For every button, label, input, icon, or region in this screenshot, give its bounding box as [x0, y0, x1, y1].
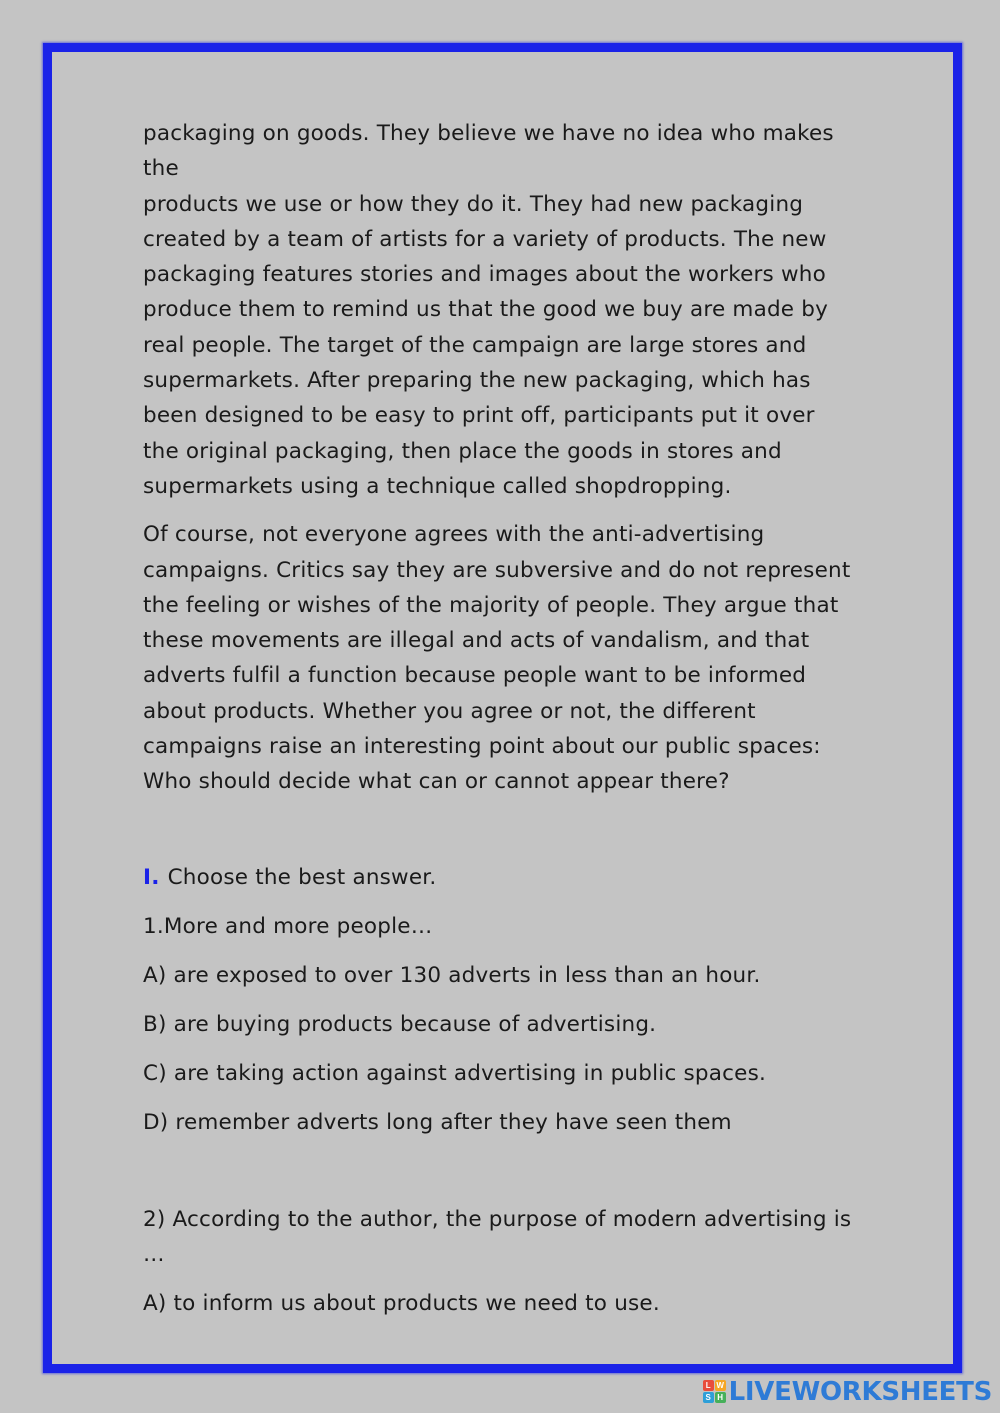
worksheet-content	[143, 116, 863, 1335]
liveworksheets-logo-icon: L W S H	[703, 1380, 727, 1404]
brand-name: LIVEWORKSHEETS	[728, 1377, 992, 1407]
reading-paragraph-1: packaging on goods. They believe we have no idea who makes the products we use or how they do it. They had new packaging created by a team of artists for a variety of products. The new packaging features stories and images about the workers who produce them to remind us that the good we buy are made by real people. The target of the campaign are large stores and supermarkets. After preparing the new packaging, which has been designed to be easy to print off, participants put it over the original packaging, then place the goods in stores and supermarkets using a technique called shopdropping.	[143, 121, 834, 499]
spacer	[143, 813, 863, 860]
question-1-option-a[interactable]: A) are exposed to over 130 adverts in less than an hour.	[143, 962, 761, 988]
section-numeral: I.	[143, 864, 160, 890]
section-instruction: Choose the best answer.	[167, 864, 437, 890]
question-1-prompt: 1.More and more people…	[143, 913, 433, 939]
question-1-option-c[interactable]: C) are taking action against advertising in public spaces.	[143, 1060, 767, 1086]
question-1-option-b[interactable]: B) are buying products because of advertising.	[143, 1011, 657, 1037]
spacer	[143, 1154, 863, 1202]
section-heading	[143, 860, 863, 895]
question-1-option-d[interactable]: D) remember adverts long after they have seen them	[143, 1109, 732, 1135]
question-2-prompt: 2) According to the author, the purpose of modern advertising is …	[143, 1206, 852, 1267]
question-2-option-a[interactable]: A) to inform us about products we need to use.	[143, 1290, 660, 1316]
reading-paragraph-2: Of course, not everyone agrees with the anti-advertising campaigns. Critics say they are subversive and do not represent the feeling or wishes of the majority of people. They argue that these movements are illegal and acts of vandalism, and that adverts fulfil a function because people want to be informed about products. Whether you agree or not, the different campaigns raise an interesting point about our public spaces: Who should decide what can or cannot appear there?	[143, 522, 851, 795]
liveworksheets-brand	[703, 1379, 992, 1405]
